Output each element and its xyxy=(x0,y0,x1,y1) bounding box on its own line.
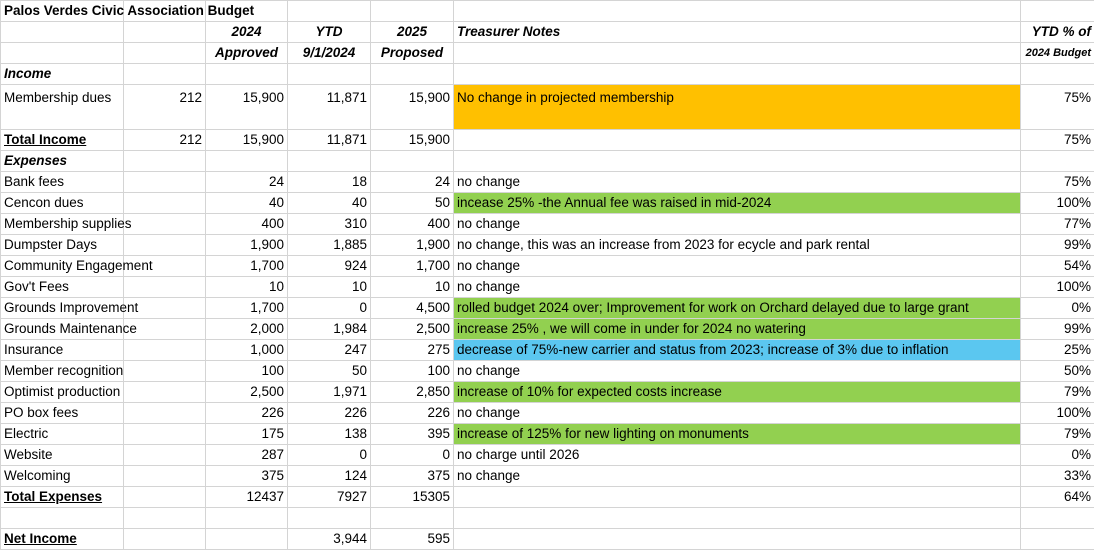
proposed-2025[interactable]: 2,500 xyxy=(371,319,454,340)
row-label[interactable]: PO box fees xyxy=(1,403,124,424)
proposed-2025[interactable]: 4,500 xyxy=(371,298,454,319)
net-income-label[interactable]: Net Income xyxy=(1,529,124,550)
header-2024-budget[interactable]: 2024 Budget xyxy=(1021,43,1094,64)
approved-2024[interactable]: 175 xyxy=(206,424,288,445)
cell[interactable] xyxy=(371,508,454,529)
ytd-value[interactable]: 310 xyxy=(288,214,371,235)
expense-row xyxy=(1,319,1094,340)
treasurer-note[interactable]: no change xyxy=(454,172,1021,193)
approved-2024[interactable]: 1,900 xyxy=(206,235,288,256)
expense-row xyxy=(1,235,1094,256)
row-label[interactable]: Welcoming xyxy=(1,466,124,487)
ytd-value[interactable]: 50 xyxy=(288,361,371,382)
row-label[interactable]: Membership dues xyxy=(1,85,124,130)
approved-2024[interactable]: 375 xyxy=(206,466,288,487)
ytd-pct[interactable]: 99% xyxy=(1021,319,1094,340)
header-treasurer-notes[interactable]: Treasurer Notes xyxy=(454,22,1021,43)
cell[interactable] xyxy=(1021,151,1094,172)
row-label[interactable]: Bank fees xyxy=(1,172,124,193)
cell[interactable] xyxy=(1,43,124,64)
cell[interactable] xyxy=(124,193,206,214)
ytd-value[interactable]: 0 xyxy=(288,298,371,319)
cell[interactable] xyxy=(454,1,1021,22)
total-expenses-ytd[interactable]: 7927 xyxy=(288,487,371,508)
proposed-2025[interactable]: 10 xyxy=(371,277,454,298)
expense-row xyxy=(1,298,1094,319)
cell[interactable] xyxy=(454,529,1021,550)
proposed-2025[interactable]: 226 xyxy=(371,403,454,424)
total-expenses-proposed[interactable]: 15305 xyxy=(371,487,454,508)
treasurer-note[interactable]: no change xyxy=(454,214,1021,235)
treasurer-note[interactable]: no change, this was an increase from 2023 for ecycle and park rental xyxy=(454,235,1021,256)
income-section-label[interactable]: Income xyxy=(1,64,124,85)
total-expenses-pct[interactable]: 64% xyxy=(1021,487,1094,508)
row-label[interactable]: Dumpster Days xyxy=(1,235,124,256)
ytd-pct[interactable]: 79% xyxy=(1021,382,1094,403)
cell[interactable] xyxy=(1021,508,1094,529)
ytd-value[interactable]: 1,971 xyxy=(288,382,371,403)
row-label[interactable]: Insurance xyxy=(1,340,124,361)
cell[interactable] xyxy=(124,340,206,361)
cell[interactable] xyxy=(1021,64,1094,85)
cell[interactable] xyxy=(124,64,206,85)
ytd-pct[interactable]: 0% xyxy=(1021,445,1094,466)
proposed-2025[interactable]: 15,900 xyxy=(371,85,454,130)
approved-2024[interactable]: 10 xyxy=(206,277,288,298)
ytd-pct[interactable]: 75% xyxy=(1021,85,1094,130)
total-expenses-label[interactable]: Total Expenses xyxy=(1,487,124,508)
treasurer-note[interactable]: no change xyxy=(454,403,1021,424)
cell[interactable] xyxy=(454,43,1021,64)
cell[interactable] xyxy=(454,487,1021,508)
treasurer-note[interactable]: no change xyxy=(454,256,1021,277)
proposed-2025[interactable]: 100 xyxy=(371,361,454,382)
ytd-value[interactable]: 138 xyxy=(288,424,371,445)
cell[interactable] xyxy=(124,403,206,424)
approved-2024[interactable]: 287 xyxy=(206,445,288,466)
ytd-pct[interactable]: 100% xyxy=(1021,403,1094,424)
ytd-pct[interactable]: 79% xyxy=(1021,424,1094,445)
expenses-section-label[interactable]: Expenses xyxy=(1,151,124,172)
approved-2024[interactable]: 15,900 xyxy=(206,85,288,130)
header-approved[interactable]: Approved xyxy=(206,43,288,64)
cell[interactable] xyxy=(454,508,1021,529)
proposed-2025[interactable]: 400 xyxy=(371,214,454,235)
approved-2024[interactable]: 100 xyxy=(206,361,288,382)
net-income-ytd[interactable]: 3,944 xyxy=(288,529,371,550)
approved-2024[interactable]: 1,700 xyxy=(206,298,288,319)
expense-row xyxy=(1,445,1094,466)
sheet-title[interactable]: Palos Verdes Civic Association Budget xyxy=(1,1,124,22)
header-2025-year[interactable]: 2025 xyxy=(371,22,454,43)
expense-row xyxy=(1,466,1094,487)
header-2024-year[interactable]: 2024 xyxy=(206,22,288,43)
cell[interactable] xyxy=(124,382,206,403)
treasurer-note[interactable]: no change xyxy=(454,277,1021,298)
proposed-2025[interactable]: 2,850 xyxy=(371,382,454,403)
cell[interactable] xyxy=(288,1,371,22)
cell[interactable] xyxy=(124,424,206,445)
cell[interactable] xyxy=(124,151,206,172)
ytd-pct[interactable]: 50% xyxy=(1021,361,1094,382)
ytd-value[interactable]: 18 xyxy=(288,172,371,193)
cell[interactable] xyxy=(454,64,1021,85)
cell[interactable] xyxy=(124,43,206,64)
cell[interactable] xyxy=(124,529,206,550)
ytd-pct[interactable]: 99% xyxy=(1021,235,1094,256)
proposed-2025[interactable]: 1,900 xyxy=(371,235,454,256)
header-ytd-date[interactable]: 9/1/2024 xyxy=(288,43,371,64)
cell[interactable] xyxy=(124,508,206,529)
treasurer-note[interactable]: No change in projected membership xyxy=(454,85,1021,130)
ytd-pct[interactable]: 77% xyxy=(1021,214,1094,235)
member-count[interactable]: 212 xyxy=(124,85,206,130)
cell[interactable] xyxy=(206,529,288,550)
proposed-2025[interactable]: 24 xyxy=(371,172,454,193)
expense-row xyxy=(1,361,1094,382)
approved-2024[interactable]: 1,000 xyxy=(206,340,288,361)
cell[interactable] xyxy=(1021,1,1094,22)
header-ytd-pct[interactable]: YTD % of xyxy=(1021,22,1094,43)
ytd-value[interactable]: 1,984 xyxy=(288,319,371,340)
proposed-2025[interactable]: 0 xyxy=(371,445,454,466)
ytd-value[interactable]: 40 xyxy=(288,193,371,214)
ytd-pct[interactable]: 54% xyxy=(1021,256,1094,277)
approved-2024[interactable]: 226 xyxy=(206,403,288,424)
proposed-2025[interactable]: 1,700 xyxy=(371,256,454,277)
treasurer-note[interactable]: increase of 125% for new lighting on monuments xyxy=(454,424,1021,445)
proposed-2025[interactable]: 375 xyxy=(371,466,454,487)
expense-row xyxy=(1,172,1094,193)
total-income-approved[interactable]: 15,900 xyxy=(206,130,288,151)
total-income-count[interactable]: 212 xyxy=(124,130,206,151)
ytd-value[interactable]: 1,885 xyxy=(288,235,371,256)
cell[interactable] xyxy=(1,22,124,43)
cell[interactable] xyxy=(1021,529,1094,550)
cell[interactable] xyxy=(288,508,371,529)
ytd-pct[interactable]: 75% xyxy=(1021,172,1094,193)
ytd-value[interactable]: 924 xyxy=(288,256,371,277)
ytd-value[interactable]: 226 xyxy=(288,403,371,424)
approved-2024[interactable]: 2,000 xyxy=(206,319,288,340)
cell[interactable] xyxy=(454,151,1021,172)
cell[interactable] xyxy=(124,487,206,508)
row-label[interactable]: Website xyxy=(1,445,124,466)
ytd-value[interactable]: 247 xyxy=(288,340,371,361)
total-income-ytd[interactable]: 11,871 xyxy=(288,130,371,151)
treasurer-note[interactable]: decrease of 75%-new carrier and status from 2023; increase of 3% due to inflation xyxy=(454,340,1021,361)
ytd-pct[interactable]: 33% xyxy=(1021,466,1094,487)
proposed-2025[interactable]: 50 xyxy=(371,193,454,214)
expense-row xyxy=(1,193,1094,214)
row-label[interactable]: Grounds Improvement xyxy=(1,298,124,319)
total-income-label[interactable]: Total Income xyxy=(1,130,124,151)
treasurer-note[interactable]: increase of 10% for expected costs increase xyxy=(454,382,1021,403)
cell[interactable] xyxy=(454,130,1021,151)
cell[interactable] xyxy=(124,361,206,382)
cell[interactable] xyxy=(371,151,454,172)
cell[interactable] xyxy=(206,151,288,172)
cell[interactable] xyxy=(371,64,454,85)
cell[interactable] xyxy=(288,151,371,172)
expense-row xyxy=(1,382,1094,403)
ytd-value[interactable]: 11,871 xyxy=(288,85,371,130)
treasurer-note[interactable]: no change xyxy=(454,361,1021,382)
row-label[interactable]: Community Engagement xyxy=(1,256,124,277)
ytd-value[interactable]: 124 xyxy=(288,466,371,487)
cell[interactable] xyxy=(124,172,206,193)
ytd-pct[interactable]: 100% xyxy=(1021,277,1094,298)
cell[interactable] xyxy=(1,508,124,529)
total-income-proposed[interactable]: 15,900 xyxy=(371,130,454,151)
approved-2024[interactable]: 40 xyxy=(206,193,288,214)
approved-2024[interactable]: 1,700 xyxy=(206,256,288,277)
total-income-row xyxy=(1,130,1094,151)
cell[interactable] xyxy=(124,445,206,466)
row-label[interactable]: Cencon dues xyxy=(1,193,124,214)
cell[interactable] xyxy=(124,22,206,43)
approved-2024[interactable]: 24 xyxy=(206,172,288,193)
net-income-row xyxy=(1,529,1094,550)
approved-2024[interactable]: 400 xyxy=(206,214,288,235)
ytd-pct[interactable]: 0% xyxy=(1021,298,1094,319)
cell[interactable] xyxy=(206,508,288,529)
approved-2024[interactable]: 2,500 xyxy=(206,382,288,403)
income-row xyxy=(1,85,1094,130)
header-proposed[interactable]: Proposed xyxy=(371,43,454,64)
expense-row xyxy=(1,214,1094,235)
total-expenses-row xyxy=(1,487,1094,508)
proposed-2025[interactable]: 275 xyxy=(371,340,454,361)
row-label[interactable]: Electric xyxy=(1,424,124,445)
expense-row xyxy=(1,403,1094,424)
expense-row xyxy=(1,340,1094,361)
cell[interactable] xyxy=(288,64,371,85)
header-ytd[interactable]: YTD xyxy=(288,22,371,43)
cell[interactable] xyxy=(206,64,288,85)
treasurer-note[interactable]: increase 25% , we will come in under for 2024 no watering xyxy=(454,319,1021,340)
cell[interactable] xyxy=(124,277,206,298)
treasurer-note[interactable]: no charge until 2026 xyxy=(454,445,1021,466)
cell[interactable] xyxy=(124,235,206,256)
expense-row xyxy=(1,256,1094,277)
net-income-proposed[interactable]: 595 xyxy=(371,529,454,550)
cell[interactable] xyxy=(371,1,454,22)
row-label[interactable]: Membership supplies xyxy=(1,214,124,235)
ytd-pct[interactable]: 25% xyxy=(1021,340,1094,361)
total-income-pct[interactable]: 75% xyxy=(1021,130,1094,151)
total-expenses-approved[interactable]: 12437 xyxy=(206,487,288,508)
treasurer-note[interactable]: rolled budget 2024 over; Improvement for work on Orchard delayed due to large grant xyxy=(454,298,1021,319)
treasurer-note[interactable]: no change xyxy=(454,466,1021,487)
expense-row xyxy=(1,277,1094,298)
cell[interactable] xyxy=(124,214,206,235)
cell[interactable] xyxy=(124,466,206,487)
proposed-2025[interactable]: 395 xyxy=(371,424,454,445)
row-label[interactable]: Grounds Maintenance xyxy=(1,319,124,340)
row-label[interactable]: Optimist production xyxy=(1,382,124,403)
row-label[interactable]: Member recognition xyxy=(1,361,124,382)
row-label[interactable]: Gov't Fees xyxy=(1,277,124,298)
expense-row xyxy=(1,424,1094,445)
ytd-value[interactable]: 10 xyxy=(288,277,371,298)
ytd-value[interactable]: 0 xyxy=(288,445,371,466)
treasurer-note[interactable]: incease 25% -the Annual fee was raised in mid-2024 xyxy=(454,193,1021,214)
ytd-pct[interactable]: 100% xyxy=(1021,193,1094,214)
